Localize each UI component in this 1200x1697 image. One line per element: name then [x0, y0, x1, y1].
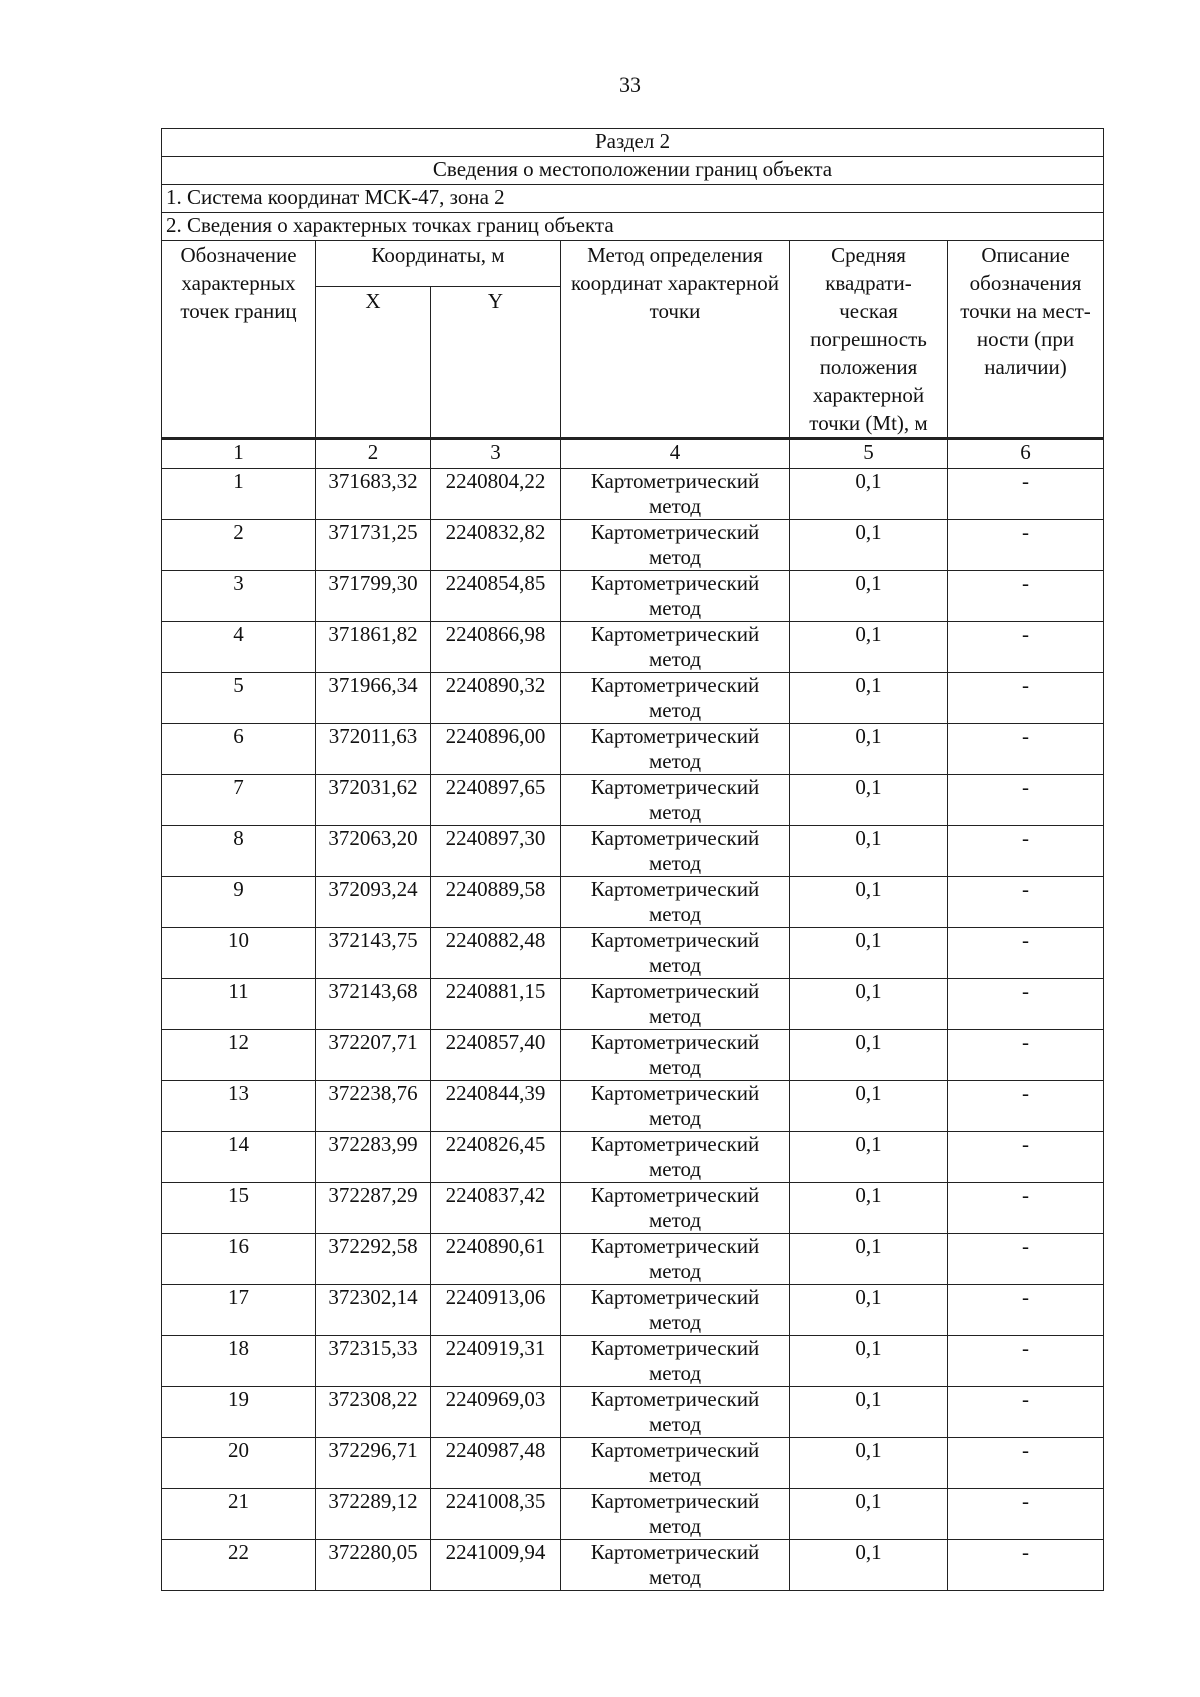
error-cell: 0,1 — [790, 1285, 948, 1336]
description-cell: - — [948, 673, 1104, 724]
error-cell: 0,1 — [790, 1030, 948, 1081]
method-cell: Картометрический метод — [561, 673, 790, 724]
y-coordinate-cell: 2240987,48 — [431, 1438, 561, 1489]
x-coordinate-cell: 371731,25 — [316, 520, 431, 571]
description-cell: - — [948, 1540, 1104, 1591]
table-row — [162, 1387, 1104, 1438]
x-coordinate-cell: 372280,05 — [316, 1540, 431, 1591]
description-cell: - — [948, 724, 1104, 775]
error-cell: 0,1 — [790, 673, 948, 724]
table-row — [162, 928, 1104, 979]
method-cell: Картометрический метод — [561, 1285, 790, 1336]
column-number: 5 — [790, 439, 948, 469]
method-cell: Картометрический метод — [561, 571, 790, 622]
y-coordinate-cell: 2240890,32 — [431, 673, 561, 724]
header-x: X — [316, 287, 431, 439]
point-number-cell: 5 — [162, 673, 316, 724]
error-cell: 0,1 — [790, 1336, 948, 1387]
table-row — [162, 979, 1104, 1030]
point-number-cell: 1 — [162, 469, 316, 520]
y-coordinate-cell: 2240854,85 — [431, 571, 561, 622]
x-coordinate-cell: 372143,68 — [316, 979, 431, 1030]
point-number-cell: 19 — [162, 1387, 316, 1438]
x-coordinate-cell: 372207,71 — [316, 1030, 431, 1081]
method-cell: Картометрический метод — [561, 520, 790, 571]
x-coordinate-cell: 372031,62 — [316, 775, 431, 826]
x-coordinate-cell: 372063,20 — [316, 826, 431, 877]
table-row — [162, 775, 1104, 826]
method-cell: Картометрический метод — [561, 1234, 790, 1285]
y-coordinate-cell: 2240837,42 — [431, 1183, 561, 1234]
error-cell: 0,1 — [790, 724, 948, 775]
description-cell: - — [948, 622, 1104, 673]
table-row — [162, 1081, 1104, 1132]
method-cell: Картометрический метод — [561, 1540, 790, 1591]
description-cell: - — [948, 979, 1104, 1030]
y-coordinate-cell: 2240897,30 — [431, 826, 561, 877]
table-row — [162, 1540, 1104, 1591]
error-cell: 0,1 — [790, 1387, 948, 1438]
y-coordinate-cell: 2240889,58 — [431, 877, 561, 928]
method-cell: Картометрический метод — [561, 1132, 790, 1183]
error-cell: 0,1 — [790, 1081, 948, 1132]
error-cell: 0,1 — [790, 1132, 948, 1183]
x-coordinate-cell: 372287,29 — [316, 1183, 431, 1234]
points-heading: 2. Сведения о характерных точках границ объекта — [162, 213, 1104, 241]
point-number-cell: 10 — [162, 928, 316, 979]
y-coordinate-cell: 2240881,15 — [431, 979, 561, 1030]
description-cell: - — [948, 1183, 1104, 1234]
description-cell: - — [948, 928, 1104, 979]
description-cell: - — [948, 826, 1104, 877]
description-cell: - — [948, 1489, 1104, 1540]
page-number: 33 — [619, 72, 641, 97]
table-row — [162, 469, 1104, 520]
y-coordinate-cell: 2240832,82 — [431, 520, 561, 571]
error-cell: 0,1 — [790, 1234, 948, 1285]
table-row — [162, 622, 1104, 673]
x-coordinate-cell: 372296,71 — [316, 1438, 431, 1489]
description-cell: - — [948, 1438, 1104, 1489]
x-coordinate-cell: 372011,63 — [316, 724, 431, 775]
table-row — [162, 826, 1104, 877]
method-cell: Картометрический метод — [561, 928, 790, 979]
y-coordinate-cell: 2240913,06 — [431, 1285, 561, 1336]
point-number-cell: 12 — [162, 1030, 316, 1081]
point-number-cell: 18 — [162, 1336, 316, 1387]
point-number-cell: 6 — [162, 724, 316, 775]
header-designation: Обозначение характерных точек границ — [162, 241, 316, 439]
y-coordinate-cell: 2240857,40 — [431, 1030, 561, 1081]
method-cell: Картометрический метод — [561, 1081, 790, 1132]
description-cell: - — [948, 1285, 1104, 1336]
error-cell: 0,1 — [790, 1540, 948, 1591]
description-cell: - — [948, 1387, 1104, 1438]
x-coordinate-cell: 371966,34 — [316, 673, 431, 724]
y-coordinate-cell: 2240826,45 — [431, 1132, 561, 1183]
table-row — [162, 1336, 1104, 1387]
method-cell: Картометрический метод — [561, 979, 790, 1030]
method-cell: Картометрический метод — [561, 877, 790, 928]
x-coordinate-cell: 371683,32 — [316, 469, 431, 520]
error-cell: 0,1 — [790, 775, 948, 826]
method-cell: Картометрический метод — [561, 622, 790, 673]
point-number-cell: 15 — [162, 1183, 316, 1234]
method-cell: Картометрический метод — [561, 1183, 790, 1234]
error-cell: 0,1 — [790, 1183, 948, 1234]
method-cell: Картометрический метод — [561, 1438, 790, 1489]
description-cell: - — [948, 571, 1104, 622]
column-number: 4 — [561, 439, 790, 469]
y-coordinate-cell: 2241009,94 — [431, 1540, 561, 1591]
boundary-points-table — [161, 128, 1104, 1591]
error-cell: 0,1 — [790, 571, 948, 622]
error-cell: 0,1 — [790, 826, 948, 877]
point-number-cell: 11 — [162, 979, 316, 1030]
section-title: Раздел 2 — [162, 129, 1104, 157]
point-number-cell: 16 — [162, 1234, 316, 1285]
point-number-cell: 17 — [162, 1285, 316, 1336]
point-number-cell: 7 — [162, 775, 316, 826]
point-number-cell: 2 — [162, 520, 316, 571]
method-cell: Картометрический метод — [561, 775, 790, 826]
y-coordinate-cell: 2240866,98 — [431, 622, 561, 673]
method-cell: Картометрический метод — [561, 826, 790, 877]
table-row — [162, 724, 1104, 775]
error-cell: 0,1 — [790, 1489, 948, 1540]
description-cell: - — [948, 520, 1104, 571]
x-coordinate-cell: 372143,75 — [316, 928, 431, 979]
x-coordinate-cell: 372238,76 — [316, 1081, 431, 1132]
y-coordinate-cell: 2240969,03 — [431, 1387, 561, 1438]
table-row — [162, 520, 1104, 571]
table-row — [162, 1234, 1104, 1285]
description-cell: - — [948, 877, 1104, 928]
table-row — [162, 1183, 1104, 1234]
table-row — [162, 877, 1104, 928]
point-number-cell: 22 — [162, 1540, 316, 1591]
error-cell: 0,1 — [790, 1438, 948, 1489]
error-cell: 0,1 — [790, 622, 948, 673]
description-cell: - — [948, 1030, 1104, 1081]
point-number-cell: 21 — [162, 1489, 316, 1540]
x-coordinate-cell: 372308,22 — [316, 1387, 431, 1438]
header-method: Метод определения координат характерной точки — [561, 241, 790, 439]
point-number-cell: 13 — [162, 1081, 316, 1132]
column-number: 6 — [948, 439, 1104, 469]
column-number: 2 — [316, 439, 431, 469]
x-coordinate-cell: 372093,24 — [316, 877, 431, 928]
x-coordinate-cell: 372289,12 — [316, 1489, 431, 1540]
point-number-cell: 20 — [162, 1438, 316, 1489]
description-cell: - — [948, 1336, 1104, 1387]
y-coordinate-cell: 2240897,65 — [431, 775, 561, 826]
method-cell: Картометрический метод — [561, 1489, 790, 1540]
y-coordinate-cell: 2240919,31 — [431, 1336, 561, 1387]
header-error: Средняя квадрати- ческая погрешность положения характерной точки (Mt), м — [790, 241, 948, 439]
x-coordinate-cell: 371799,30 — [316, 571, 431, 622]
y-coordinate-cell: 2240882,48 — [431, 928, 561, 979]
y-coordinate-cell: 2240890,61 — [431, 1234, 561, 1285]
table-row — [162, 1132, 1104, 1183]
x-coordinate-cell: 372283,99 — [316, 1132, 431, 1183]
description-cell: - — [948, 775, 1104, 826]
header-coordinates: Координаты, м — [316, 241, 561, 287]
y-coordinate-cell: 2240804,22 — [431, 469, 561, 520]
error-cell: 0,1 — [790, 928, 948, 979]
coordinate-system-line: 1. Система координат МСК-47, зона 2 — [162, 185, 1104, 213]
point-number-cell: 14 — [162, 1132, 316, 1183]
point-number-cell: 9 — [162, 877, 316, 928]
column-number: 3 — [431, 439, 561, 469]
header-y: Y — [431, 287, 561, 439]
table-row — [162, 1030, 1104, 1081]
table-row — [162, 1489, 1104, 1540]
method-cell: Картометрический метод — [561, 1030, 790, 1081]
description-cell: - — [948, 1081, 1104, 1132]
description-cell: - — [948, 1234, 1104, 1285]
x-coordinate-cell: 372302,14 — [316, 1285, 431, 1336]
x-coordinate-cell: 372292,58 — [316, 1234, 431, 1285]
error-cell: 0,1 — [790, 979, 948, 1030]
method-cell: Картометрический метод — [561, 469, 790, 520]
method-cell: Картометрический метод — [561, 1336, 790, 1387]
point-number-cell: 4 — [162, 622, 316, 673]
y-coordinate-cell: 2241008,35 — [431, 1489, 561, 1540]
point-number-cell: 8 — [162, 826, 316, 877]
description-cell: - — [948, 1132, 1104, 1183]
method-cell: Картометрический метод — [561, 1387, 790, 1438]
table-subtitle: Сведения о местоположении границ объекта — [162, 157, 1104, 185]
error-cell: 0,1 — [790, 520, 948, 571]
y-coordinate-cell: 2240896,00 — [431, 724, 561, 775]
x-coordinate-cell: 371861,82 — [316, 622, 431, 673]
table-row — [162, 1438, 1104, 1489]
error-cell: 0,1 — [790, 877, 948, 928]
table-row — [162, 1285, 1104, 1336]
y-coordinate-cell: 2240844,39 — [431, 1081, 561, 1132]
x-coordinate-cell: 372315,33 — [316, 1336, 431, 1387]
point-number-cell: 3 — [162, 571, 316, 622]
table-row — [162, 673, 1104, 724]
column-number: 1 — [162, 439, 316, 469]
table-row — [162, 571, 1104, 622]
header-description: Описание обозначения точки на мест- ности (при наличии) — [948, 241, 1104, 439]
method-cell: Картометрический метод — [561, 724, 790, 775]
description-cell: - — [948, 469, 1104, 520]
error-cell: 0,1 — [790, 469, 948, 520]
